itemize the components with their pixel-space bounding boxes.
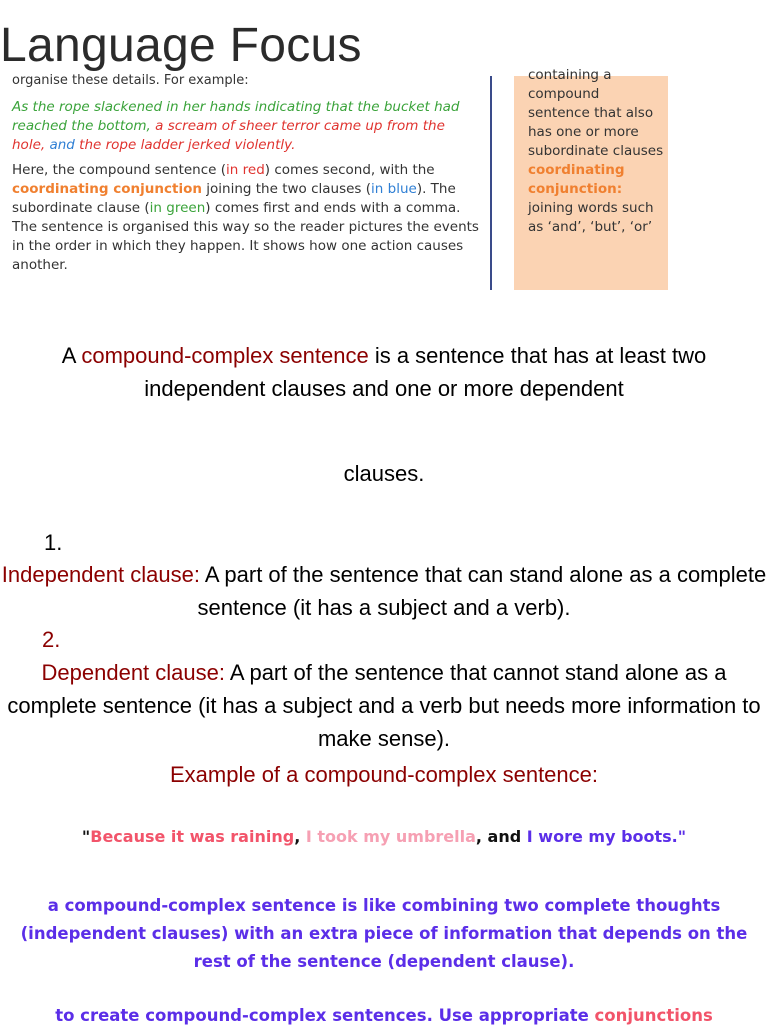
definition-tail: clauses. [343,461,425,486]
subordinate-clause: As the rope slackened in her hands indicating that the bucket had reached the bottom, [12,99,460,134]
term-highlight: compound-complex sentence [81,343,369,368]
excerpt-explanation: Here, the compound sentence (in red) comes second, with the coordinating conjunction joining the two clauses (in blue). The subordinate clause (in green) comes first and ends with a comma. The sentence is organised this way so the reader pictures the events in the order in which they happen. It shows how one action causes another. [12,162,479,273]
list-item-dependent: Dependent clause: A part of the sentence that cannot stand alone as a complete sentence (it has a subject and a verb but needs more information to make sense). [7,660,761,751]
list-number-2: 2. [42,627,61,652]
glossary-box [514,67,668,290]
conjunction: and [49,137,75,153]
divider [490,76,492,290]
main-clause-1: a scream of sheer terror came up from the hole, [12,118,445,153]
list-item-independent: Independent clause: A part of the sentence that can stand alone as a complete sentence (it has a subject and a verb). [1,562,767,620]
glossary-def: joining words such as ‘and’, ‘but’, ‘or’ [528,200,654,235]
example-quote: "Because it was raining, I took my umbrella, and I wore my boots." [81,827,687,846]
independent-clause-1: I took my umbrella [305,827,476,846]
independent-clause-2: I wore my boots." [526,827,687,846]
glossary-term: coordinating conjunction: [528,162,625,197]
simple-explanation: a compound-complex sentence is like combining two complete thoughts (independent clauses) with an extra piece of information that depends on the rest of the sentence (dependent clause). [20,896,748,971]
example-heading: Example of a compound-complex sentence: [169,762,598,787]
textbook-excerpt [0,67,668,290]
glossary-top: containing a compound sentence that also has one or more subordinate clauses [528,67,664,159]
excerpt-example [12,98,482,155]
page-title: Language Focus [0,19,362,72]
main-clause-2: the rope ladder jerked violently. [79,137,296,153]
definition: A compound-complex sentence is a sentence that has at least two independent clauses and one or more dependent [61,343,707,401]
excerpt-intro: organise these details. For example: [12,73,249,88]
dependent-clause: Because it was raining [90,827,295,846]
list-number-1: 1. [44,530,63,555]
tip-text: to create compound-complex sentences. Use appropriate conjunctions [55,1006,713,1025]
